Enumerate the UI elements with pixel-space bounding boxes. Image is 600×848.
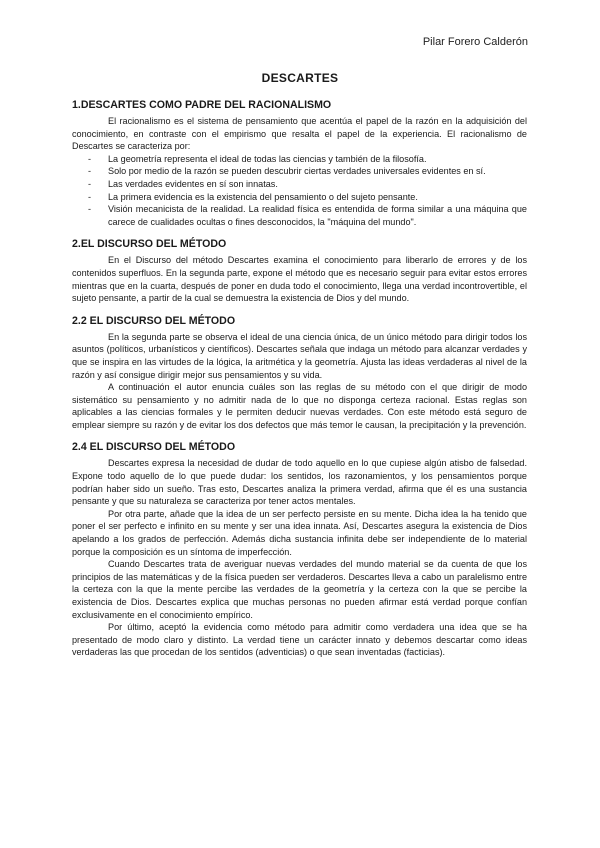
paragraph: Cuando Descartes trata de averiguar nuevas verdades del mundo material se da cuenta de que los principios de las matemáticas y de la física pueden ser verdaderos. Descartes lleva a cabo un paralelismo entre la certeza con la que la mente percibe las verdades de la geometría y la certeza con la que se percibe la existencia de Dios. Descartes explica que muchas personas no pueden afirmar está verdad porque confían exclusivamente en el conocimiento empírico.	[72, 559, 527, 620]
paragraph: El racionalismo es el sistema de pensamiento que acentúa el papel de la razón en la adquisición del conocimiento, en contraste con el empirismo que resalta el papel de la experiencia. El racionalismo de Descartes se caracteriza por:	[72, 116, 527, 152]
list-item-text: Las verdades evidentes en sí son innatas.	[108, 178, 278, 189]
bullet-dash: -	[88, 153, 92, 164]
characteristics-list	[72, 153, 527, 229]
list-item-text: Visión mecanicista de la realidad. La realidad física es entendida de forma similar a una máquina que carece de cualidades ocultas o fines desconocidos, la "máquina del mundo".	[108, 204, 527, 227]
bullet-dash: -	[88, 178, 92, 189]
paragraph: A continuación el autor enuncia cuáles son las reglas de su método con el que dirigir de modo sistemático su pensamiento y no admitir nada de lo que no disponga certeza racional. Estas reglas son aplicables a las ciencias formales y le permiten deducir nuevas verdades. Con este método está seguro de emplear siempre su razón y de evitar los dos defectos que más temor le causan, la precipitación y la prevención.	[72, 382, 527, 430]
list-item-text: La geometría representa el ideal de todas las ciencias y también de la filosofía.	[108, 153, 427, 164]
section-segunda-parte	[72, 314, 527, 432]
list-item	[72, 191, 527, 204]
section-discurso-metodo	[72, 237, 527, 304]
paragraph: En el Discurso del método Descartes examina el conocimiento para liberarlo de errores y de los contenidos superfluos. En la segunda parte, expone el método que es necesario seguir para evitar estos errores mientras que en la cuarta, después de poner en duda todo el conocimiento, llega una verdad incontrovertible, el sujeto pensante, a partir de la cual se demuestra la existencia de Dios y del mundo.	[72, 255, 527, 304]
document-body	[72, 98, 527, 659]
list-item	[72, 165, 527, 178]
list-item-text: Solo por medio de la razón se pueden descubrir ciertas verdades universales evidentes en sí.	[108, 166, 486, 177]
section-racionalismo	[72, 98, 527, 228]
section-heading: 1.DESCARTES COMO PADRE DEL RACIONALISMO	[72, 99, 332, 111]
paragraph: Por otra parte, añade que la idea de un ser perfecto persiste en su mente. Dicha idea la ha tenido que poner el ser perfecto e infinito en su mente y ser una idea innata. Así, Descartes asegura la existencia de Dios apelando a los grados de perfección. Además dicha sustancia infinita debe ser independiente de lo material porque la composición es un síntoma de imperfección.	[72, 508, 527, 557]
paragraph: Descartes expresa la necesidad de dudar de todo aquello en lo que cupiese algún atisbo de falsedad. Expone todo aquello de lo que puede dudar: los sentidos, los razonamientos, y los pensamientos porque podrían haber sido un sueño. Tras esto, Descartes analiza la primera verdad, afirma que él es una sustancia pensante y que su naturaleza se caracteriza por tener actos mentales.	[72, 458, 527, 507]
section-heading: 2.2 EL DISCURSO DEL MÉTODO	[72, 314, 236, 327]
paragraph: En la segunda parte se observa el ideal de una ciencia única, de un único método para dirigir todos los asuntos (políticos, urbanísticos y científicos). Descartes señala que indaga un método para alcanzar verdades y que se inspira en las virtudes de la lógica, la aritmética y la geometría. Ajusta las ideas verdaderas al nivel de la razón y así consigue dirigir mejor sus pensamientos y su vida.	[72, 331, 527, 380]
list-item	[72, 203, 527, 228]
section-cuarta-parte	[72, 440, 527, 659]
bullet-dash: -	[88, 166, 92, 177]
document-title: DESCARTES	[261, 71, 339, 85]
author-name: Pilar Forero Calderón	[422, 36, 528, 48]
list-item	[72, 153, 527, 166]
section-heading: 2.4 EL DISCURSO DEL MÉTODO	[72, 441, 236, 454]
bullet-dash: -	[88, 204, 92, 215]
bullet-dash: -	[88, 191, 92, 202]
section-heading: 2.EL DISCURSO DEL MÉTODO	[72, 238, 227, 251]
paragraph: Por último, aceptó la evidencia como método para admitir como verdadera una idea que se ha presentado de modo claro y distinto. La verdad tiene un carácter innato y debemos descartar como ideas verdaderas las que procedan de los sentidos (adventicias) o que sean inventadas (facticias).	[72, 622, 527, 658]
list-item	[72, 178, 527, 191]
list-item-text: La primera evidencia es la existencia del pensamiento o del sujeto pensante.	[108, 191, 418, 202]
